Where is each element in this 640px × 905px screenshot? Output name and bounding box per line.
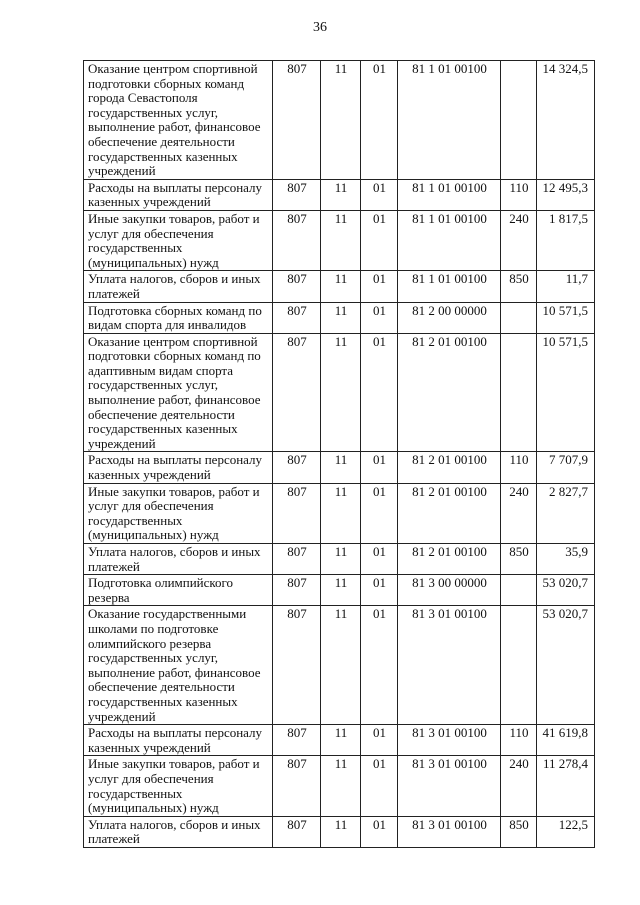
- section-code: 11: [321, 452, 361, 483]
- section-code: 11: [321, 725, 361, 756]
- amount: 14 324,5: [537, 61, 595, 180]
- department-code: 807: [273, 544, 321, 575]
- amount: 53 020,7: [537, 606, 595, 725]
- table-row: [84, 302, 595, 333]
- subsection-code: 01: [361, 452, 398, 483]
- department-code: 807: [273, 606, 321, 725]
- budget-table: [83, 60, 595, 848]
- section-code: 11: [321, 179, 361, 210]
- target-article-code: 81 3 01 00100: [398, 606, 501, 725]
- target-article-code: 81 1 01 00100: [398, 61, 501, 180]
- row-description: Оказание центром спортивной подготовки сборных команд по адаптивным видам спорта государственных услуг, выполнение работ, финансовое обеспечение деятельности государственных казенных учреждений: [84, 333, 273, 452]
- department-code: 807: [273, 452, 321, 483]
- table-row: [84, 333, 595, 452]
- section-code: 11: [321, 61, 361, 180]
- subsection-code: 01: [361, 544, 398, 575]
- page-number: 36: [313, 20, 327, 35]
- target-article-code: 81 1 01 00100: [398, 179, 501, 210]
- section-code: 11: [321, 333, 361, 452]
- department-code: 807: [273, 333, 321, 452]
- expense-type-code: 240: [501, 483, 537, 543]
- section-code: 11: [321, 575, 361, 606]
- section-code: 11: [321, 606, 361, 725]
- subsection-code: 01: [361, 575, 398, 606]
- target-article-code: 81 3 01 00100: [398, 725, 501, 756]
- row-description: Подготовка сборных команд по видам спорта для инвалидов: [84, 302, 273, 333]
- expense-type-code: [501, 606, 537, 725]
- target-article-code: 81 1 01 00100: [398, 271, 501, 302]
- row-description: Подготовка олимпийского резерва: [84, 575, 273, 606]
- target-article-code: 81 3 01 00100: [398, 816, 501, 847]
- row-description: Иные закупки товаров, работ и услуг для обеспечения государственных (муниципальных) нужд: [84, 756, 273, 816]
- department-code: 807: [273, 302, 321, 333]
- department-code: 807: [273, 179, 321, 210]
- amount: 7 707,9: [537, 452, 595, 483]
- department-code: 807: [273, 575, 321, 606]
- table-row: [84, 179, 595, 210]
- expense-type-code: [501, 61, 537, 180]
- department-code: 807: [273, 483, 321, 543]
- amount: 122,5: [537, 816, 595, 847]
- amount: 10 571,5: [537, 302, 595, 333]
- table-row: [84, 271, 595, 302]
- table-row: [84, 575, 595, 606]
- amount: 11 278,4: [537, 756, 595, 816]
- subsection-code: 01: [361, 483, 398, 543]
- subsection-code: 01: [361, 816, 398, 847]
- expense-type-code: [501, 575, 537, 606]
- row-description: Иные закупки товаров, работ и услуг для обеспечения государственных (муниципальных) нужд: [84, 210, 273, 270]
- table-row: [84, 61, 595, 180]
- row-description: Уплата налогов, сборов и иных платежей: [84, 271, 273, 302]
- amount: 53 020,7: [537, 575, 595, 606]
- target-article-code: 81 2 00 00000: [398, 302, 501, 333]
- department-code: 807: [273, 210, 321, 270]
- expense-type-code: 240: [501, 210, 537, 270]
- row-description: Уплата налогов, сборов и иных платежей: [84, 816, 273, 847]
- expense-type-code: 850: [501, 271, 537, 302]
- expense-type-code: [501, 333, 537, 452]
- subsection-code: 01: [361, 756, 398, 816]
- table-row: [84, 756, 595, 816]
- table-row: [84, 210, 595, 270]
- row-description: Иные закупки товаров, работ и услуг для обеспечения государственных (муниципальных) нужд: [84, 483, 273, 543]
- department-code: 807: [273, 725, 321, 756]
- section-code: 11: [321, 271, 361, 302]
- amount: 12 495,3: [537, 179, 595, 210]
- row-description: Расходы на выплаты персоналу казенных учреждений: [84, 452, 273, 483]
- row-description: Оказание государственными школами по подготовке олимпийского резерва государственных услуг, выполнение работ, финансовое обеспечение деятельности государственных казенных учреждений: [84, 606, 273, 725]
- department-code: 807: [273, 61, 321, 180]
- amount: 11,7: [537, 271, 595, 302]
- section-code: 11: [321, 544, 361, 575]
- row-description: Уплата налогов, сборов и иных платежей: [84, 544, 273, 575]
- department-code: 807: [273, 756, 321, 816]
- section-code: 11: [321, 756, 361, 816]
- target-article-code: 81 1 01 00100: [398, 210, 501, 270]
- amount: 10 571,5: [537, 333, 595, 452]
- target-article-code: 81 2 01 00100: [398, 544, 501, 575]
- subsection-code: 01: [361, 302, 398, 333]
- amount: 41 619,8: [537, 725, 595, 756]
- amount: 2 827,7: [537, 483, 595, 543]
- expense-type-code: 850: [501, 544, 537, 575]
- department-code: 807: [273, 816, 321, 847]
- subsection-code: 01: [361, 210, 398, 270]
- subsection-code: 01: [361, 606, 398, 725]
- table-row: [84, 816, 595, 847]
- subsection-code: 01: [361, 179, 398, 210]
- section-code: 11: [321, 483, 361, 543]
- expense-type-code: 110: [501, 725, 537, 756]
- table-row: [84, 452, 595, 483]
- section-code: 11: [321, 210, 361, 270]
- budget-table-body: [84, 61, 595, 848]
- target-article-code: 81 3 00 00000: [398, 575, 501, 606]
- table-row: [84, 725, 595, 756]
- expense-type-code: 110: [501, 179, 537, 210]
- target-article-code: 81 3 01 00100: [398, 756, 501, 816]
- row-description: Оказание центром спортивной подготовки сборных команд города Севастополя государственных услуг, выполнение работ, финансовое обеспечение деятельности государственных казенных учреждений: [84, 61, 273, 180]
- subsection-code: 01: [361, 271, 398, 302]
- row-description: Расходы на выплаты персоналу казенных учреждений: [84, 179, 273, 210]
- expense-type-code: 240: [501, 756, 537, 816]
- subsection-code: 01: [361, 61, 398, 180]
- subsection-code: 01: [361, 333, 398, 452]
- subsection-code: 01: [361, 725, 398, 756]
- section-code: 11: [321, 816, 361, 847]
- section-code: 11: [321, 302, 361, 333]
- amount: 35,9: [537, 544, 595, 575]
- table-row: [84, 606, 595, 725]
- table-row: [84, 483, 595, 543]
- target-article-code: 81 2 01 00100: [398, 333, 501, 452]
- expense-type-code: 850: [501, 816, 537, 847]
- department-code: 807: [273, 271, 321, 302]
- expense-type-code: 110: [501, 452, 537, 483]
- amount: 1 817,5: [537, 210, 595, 270]
- expense-type-code: [501, 302, 537, 333]
- table-row: [84, 544, 595, 575]
- row-description: Расходы на выплаты персоналу казенных учреждений: [84, 725, 273, 756]
- target-article-code: 81 2 01 00100: [398, 483, 501, 543]
- target-article-code: 81 2 01 00100: [398, 452, 501, 483]
